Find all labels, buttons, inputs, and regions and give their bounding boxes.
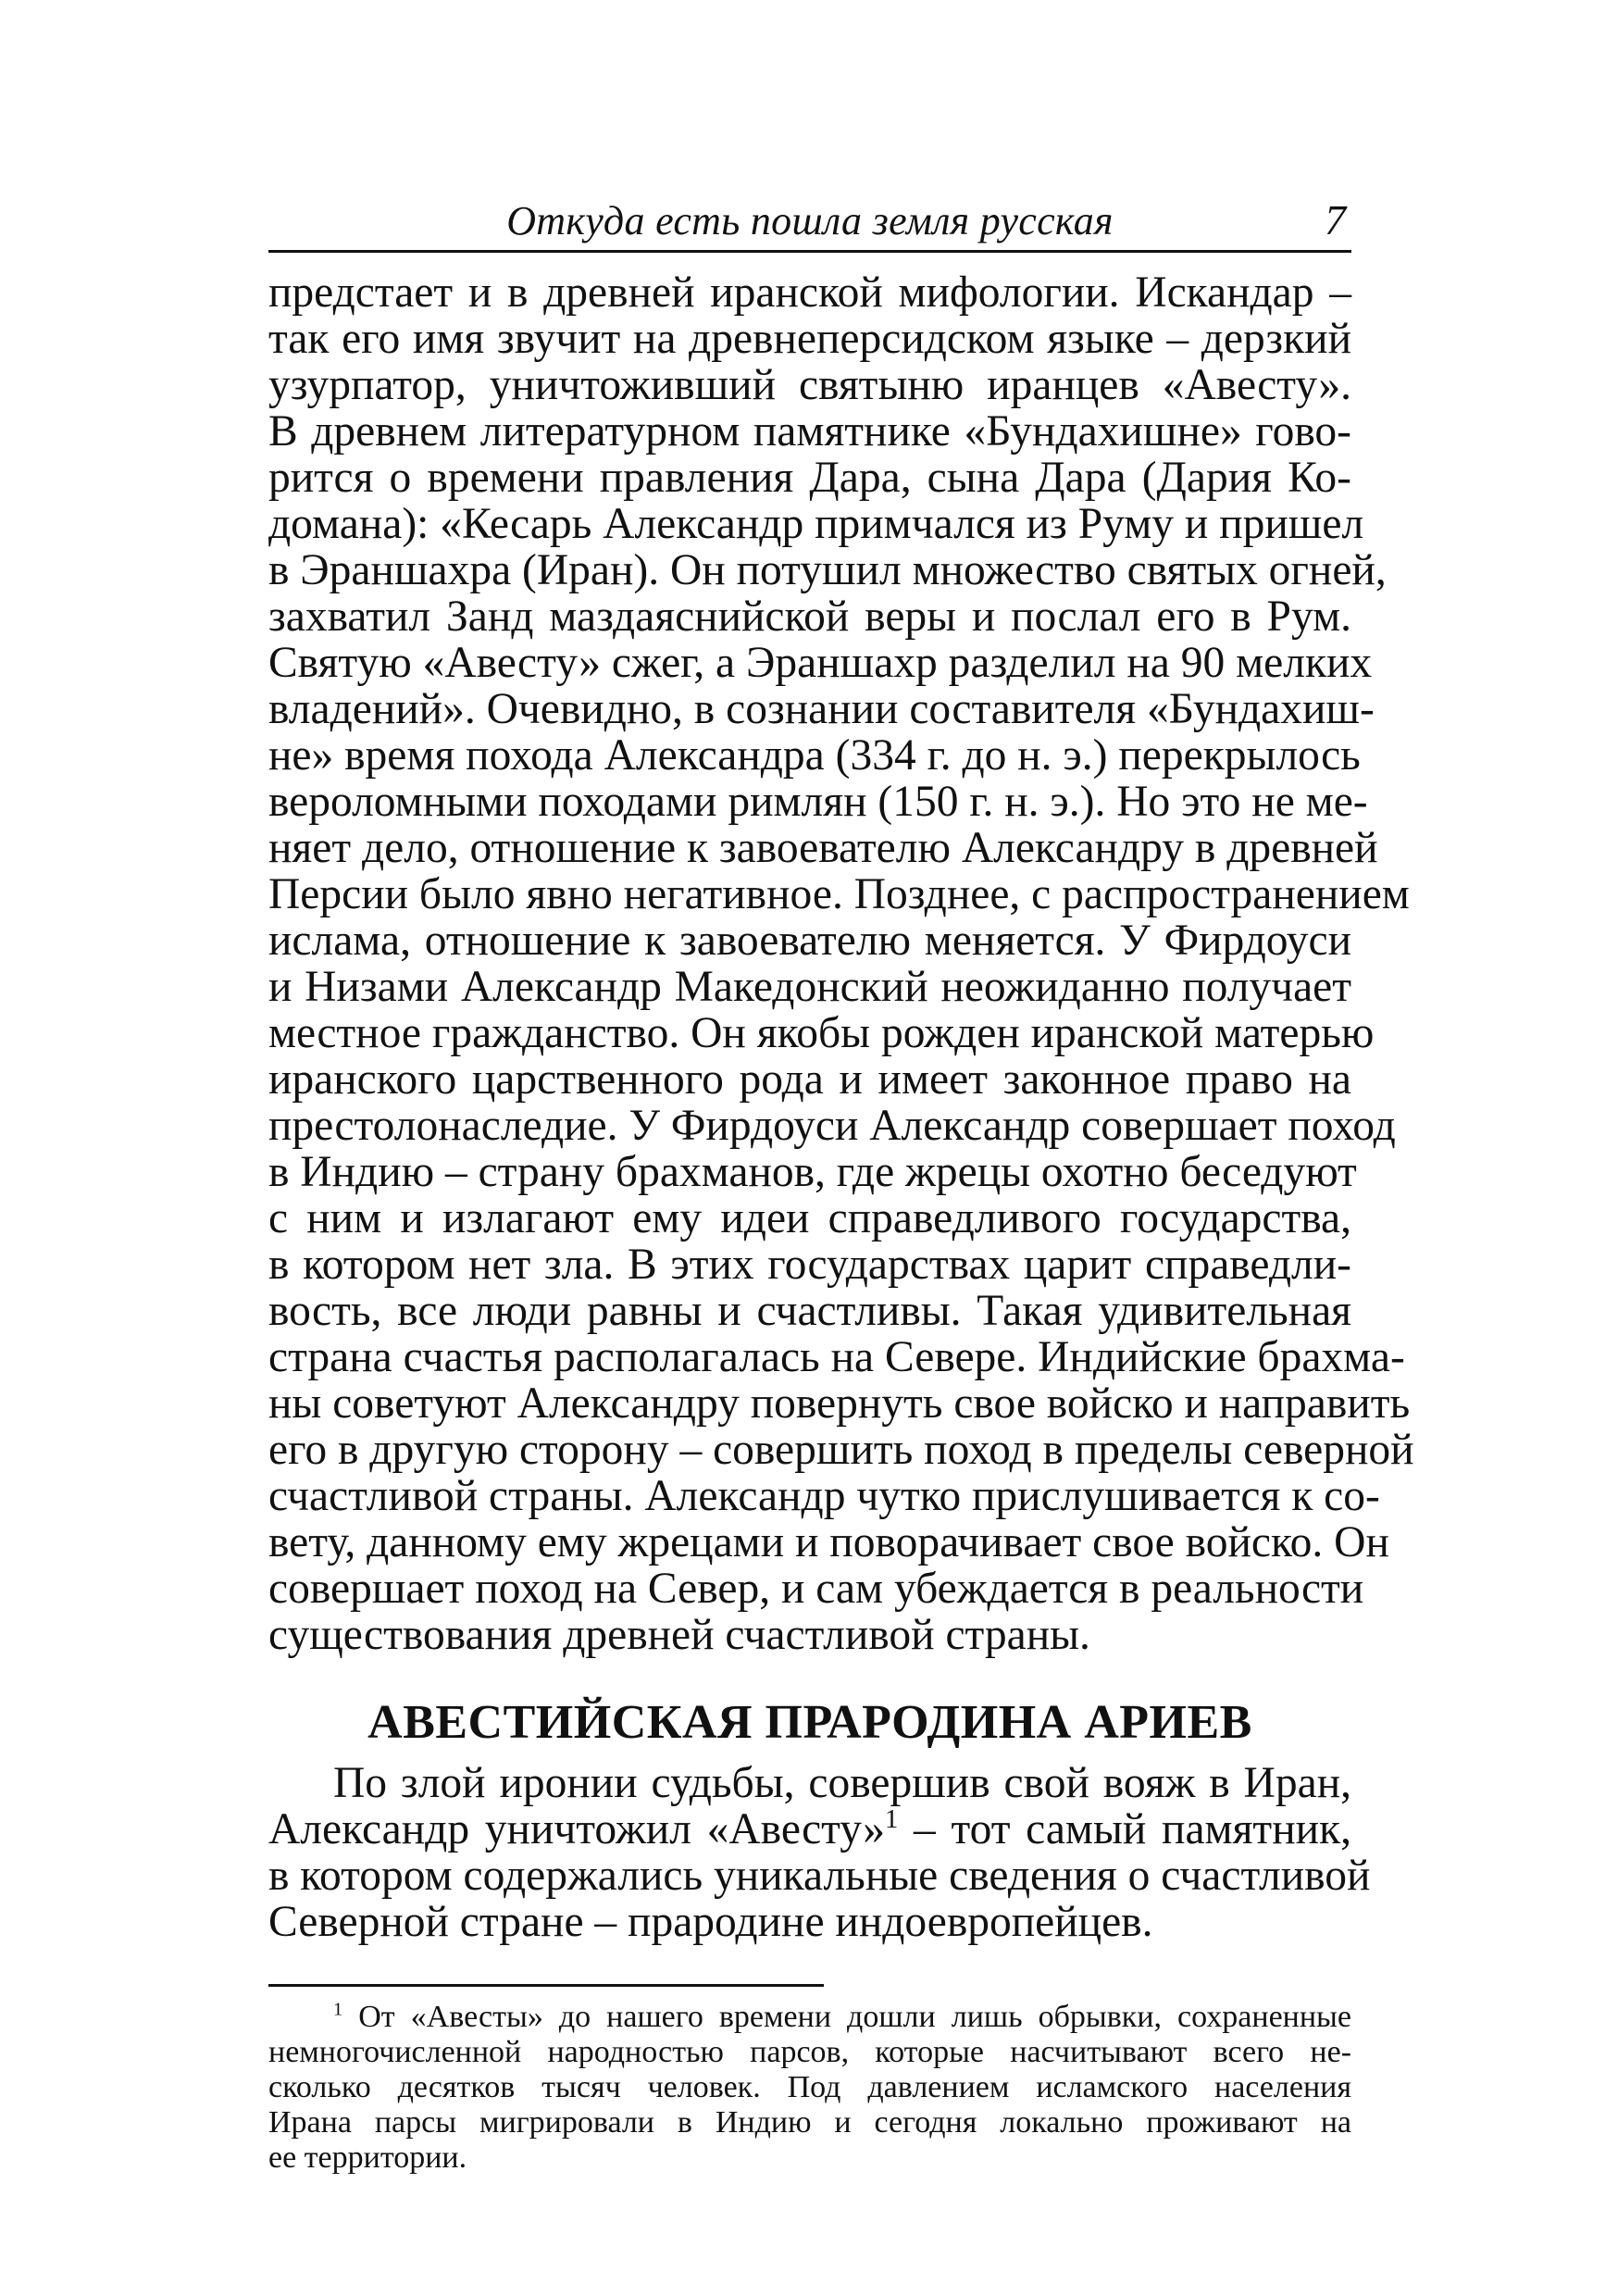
text-line: предстает и в древней иранской мифологии. Искандар – (268, 268, 1351, 317)
text-line: вероломными походами римлян (150 г. н. э.). Но это не ме- (268, 778, 1368, 826)
text-line: не» время похода Александра (334 г. до н. э.) перекрылось (268, 731, 1361, 780)
footnote-line: немногочисленной народностью парсов, которые насчитывают всего не- (268, 2035, 1351, 2069)
text-line: рится о времени правления Дара, сына Дара (Дария Ко- (268, 454, 1351, 502)
text-line: существования древней счастливой страны. (268, 1611, 1090, 1659)
text-line: По злой иронии судьбы, совершив свой вояж в Иран, (333, 1759, 1351, 1807)
text-line: домана): «Кесарь Александр примчался из Руму и пришел (268, 500, 1364, 548)
text-line: иранского царственного рода и имеет законное право на (268, 1055, 1351, 1104)
text-line: в Эраншахра (Иран). Он потушил множество святых огней, (268, 546, 1387, 594)
text-line: так его имя звучит на древнеперсидском языке – дерзкий (268, 315, 1351, 363)
text-line: вету, данному ему жрецами и поворачивает свое войско. Он (268, 1518, 1389, 1566)
text-line (268, 1806, 1351, 1853)
text-line: В древнем литературном памятнике «Бундахишне» гово- (268, 407, 1351, 455)
running-title: Откуда есть пошла земля русская (506, 198, 1114, 243)
text-line: Святую «Авесту» сжег, а Эраншахр разделил на 90 мелких (268, 639, 1373, 687)
footnote-line: Ирана парсы мигрировали в Индию и сегодня локально проживают на (268, 2105, 1351, 2140)
text-line: владений». Очевидно, в сознании составителя «Бундахиш- (268, 685, 1375, 733)
text-line: в котором содержались уникальные сведения о счастливой (268, 1852, 1371, 1900)
section-paragraph (268, 1759, 1371, 1946)
body-paragraph (268, 268, 1414, 1659)
footnote-reference[interactable]: 1 (885, 1805, 899, 1835)
text-line: престолонаследие. У Фирдоуси Александр совершает поход (268, 1102, 1396, 1150)
text-line: няет дело, отношение к завоевателю Александру в древней (268, 824, 1378, 872)
text-line: совершает поход на Север, и сам убеждается в реальности (268, 1565, 1364, 1613)
text-line: счастливой страны. Александр чутко прислушивается к со- (268, 1472, 1380, 1520)
footnote-line: сколько десятков тысяч человек. Под давлением исламского населения (268, 2070, 1351, 2104)
text-segment: – тот самый памятник, (898, 1805, 1351, 1853)
section-heading: АВЕСТИЙСКАЯ ПРАРОДИНА АРИЕВ (367, 1696, 1252, 1749)
text-line: Персии было явно негативное. Позднее, с распространением (268, 870, 1410, 918)
footnote-marker: 1 (333, 1999, 343, 2020)
text-segment: Александр уничтожил «Авесту» (268, 1805, 885, 1853)
book-page (268, 185, 1414, 2176)
text-line: в котором нет зла. В этих государствах царит справедли- (268, 1241, 1351, 1289)
text-line: захватил Занд маздаяснийской веры и послал его в Рум. (268, 593, 1351, 641)
text-line: в Индию – страну брахманов, где жрецы охотно беседуют (268, 1148, 1357, 1196)
page-number: 7 (1325, 196, 1346, 243)
footnote (268, 2000, 1351, 2176)
text-line: местное гражданство. Он якобы рожден иранской матерью (268, 1009, 1375, 1057)
text-line: с ним и излагают ему идеи справедливого государства, (268, 1194, 1351, 1242)
footnote-text: От «Авесты» до нашего времени дошли лишь обрывки, сохраненные (342, 2000, 1351, 2034)
text-line: вость, все люди равны и счастливы. Такая удивительная (268, 1287, 1351, 1335)
running-header (268, 185, 1351, 253)
text-line: Северной стране – прародине индоевропейцев. (268, 1898, 1153, 1946)
text-line: страна счастья располагалась на Севере. Индийские брахма- (268, 1333, 1405, 1381)
text-line: узурпатор, уничтоживший святыню иранцев «Авесту». (268, 361, 1351, 409)
footnote-line: ее территории. (268, 2140, 467, 2175)
text-line: ны советуют Александру повернуть свое войско и направить (268, 1379, 1411, 1428)
footnote-line (268, 2000, 1351, 2035)
text-line: его в другую сторону – совершить поход в пределы северной (268, 1426, 1414, 1474)
text-line: ислама, отношение к завоевателю меняется. У Фирдоуси (268, 917, 1351, 965)
footnote-divider (268, 1984, 824, 1987)
text-line: и Низами Александр Македонский неожиданно получает (268, 963, 1351, 1011)
